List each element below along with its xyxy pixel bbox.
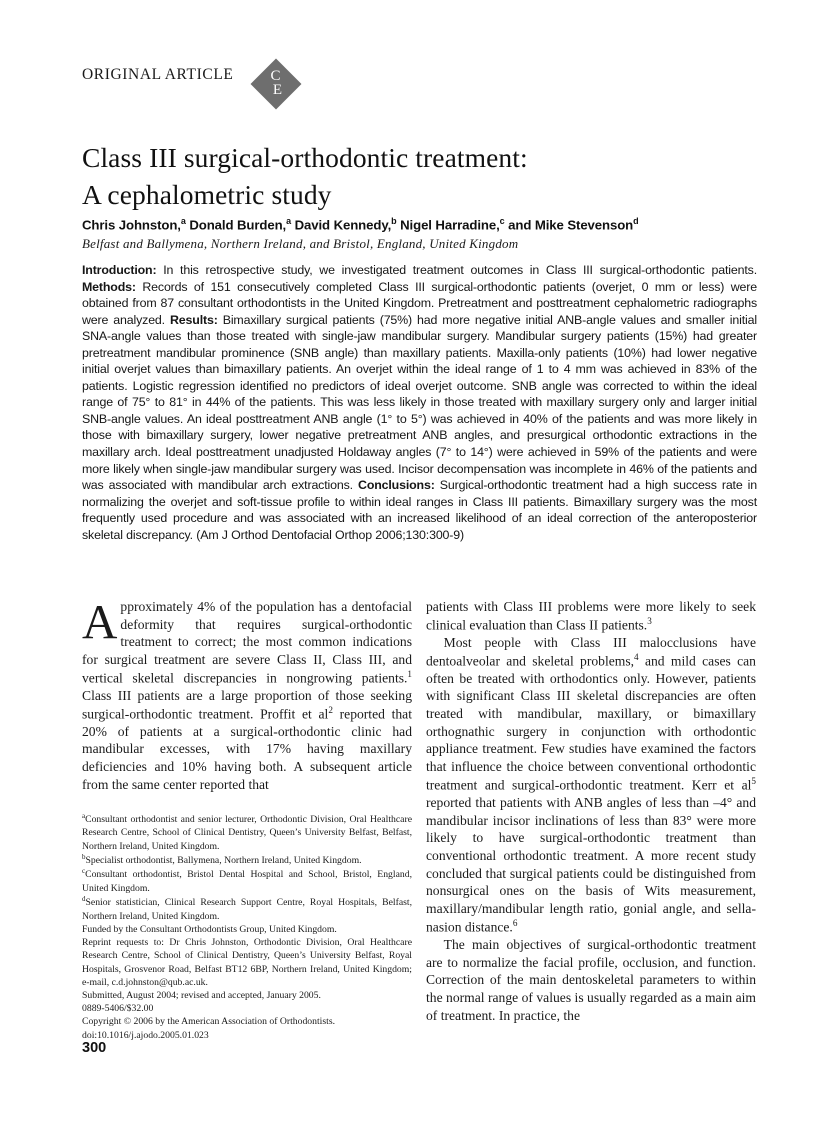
footnote-block (82, 812, 412, 1042)
paragraph (82, 594, 412, 793)
footnote-doi: doi:10.1016/j.ajodo.2005.01.023 (82, 1029, 209, 1041)
reference-marker: 2 (328, 704, 333, 715)
reference-marker: 4 (634, 651, 639, 662)
paragraph-text: patients with Class III problems were more likely to seek clinical evaluation than Class II patients. (426, 599, 756, 633)
title-line-1: Class III surgical-orthodontic treatment: (82, 142, 528, 174)
paragraph-text: Class III patients are a large proportion of those seeking surgical-orthodontic treatment. Proffit et al (82, 687, 412, 722)
footnote-issn: 0889-5406/$32.00 (82, 1003, 154, 1015)
footnote-text: Senior statistician, Clinical Research Support Centre, Royal Hospitals, Belfast, Northern Ireland, United Kingdom. (82, 897, 412, 922)
body-column-left (82, 594, 412, 793)
footnote-affiliation-d (82, 895, 412, 923)
footnote-text: Consultant orthodontist, Bristol Dental Hospital and School, Bristol, England, United Kingdom. (82, 869, 412, 894)
reference-marker: 1 (407, 668, 412, 679)
paragraph-text: reported that 20% of patients at a surgical-orthodontic clinic had mandibular excesses, with 17% having maxillary deficiencies and 10% having both. A subsequent article from the same center reported that (82, 706, 412, 792)
author-locations: Belfast and Ballymena, Northern Ireland, and Bristol, England, United Kingdom (82, 236, 519, 251)
footnote-copyright: Copyright © 2006 by the American Association of Orthodontists. (82, 1016, 336, 1028)
author-affiliation-marker: a (180, 216, 186, 226)
footnote-affiliation-a (82, 812, 412, 853)
footnote-marker: a (82, 812, 86, 820)
footnote-text: Specialist orthodontist, Ballymena, Northern Ireland, United Kingdom. (85, 855, 362, 867)
paragraph (426, 598, 756, 634)
author-affiliation-marker: b (391, 216, 397, 226)
footnote-affiliation-b (82, 853, 412, 867)
footnote-funding: Funded by the Consultant Orthodontists Group, United Kingdom. (82, 923, 337, 935)
footnote-marker: c (82, 867, 86, 876)
author-name: Chris Johnston, (82, 217, 181, 233)
ce-badge-letter-c: C (270, 68, 281, 85)
page-number: 300 (82, 1040, 107, 1056)
author-affiliation-marker: c (499, 216, 505, 226)
abstract-text-results: Bimaxillary surgical patients (75%) had more negative initial ANB-angle values and smaller initial SNA-angle values than those treated with single-jaw mandibular surgery. Mandibular surgery patients (15%) had greater pretreatment mandibular prominence (SNB angle) than maxillary patients. Maxilla-only patients (10%) had lower negative initial overjet values than bimaxillary patients. An overjet within the ideal range of 1 to 4 mm was achieved in 83% of the patients. Logistic regression identified no predictors of ideal overjet outcome. SNB angle was corrected to within the ideal range of 75° to 81° in 44% of the patients. This was less likely in those treated with maxillary surgery only and larger initial SNB-angle values. An ideal posttreatment ANB angle (1° to 5°) was achieved in 40% of the patients and was more likely in those with bimaxillary surgery, lower negative pretreatment ANB angles, and presurgical orthodontic extractions in the maxillary arch. Ideal posttreatment unadjusted Holdaway angles (7° to 14°) were achieved in 59% of the patients and were more likely when single-jaw mandibular surgery was used. Incisor decompensation was incomplete in 46% of the patients and was associated with mandibular arch extractions. (82, 312, 757, 493)
page-title (82, 140, 722, 213)
author-affiliation-marker: d (633, 216, 639, 226)
abstract-label-methods: Methods: (82, 279, 136, 294)
reference-marker: 5 (751, 775, 756, 786)
footnote-text: Consultant orthodontist and senior lecturer, Orthodontic Division, Oral Healthcare Research Centre, School of Clinical Dentistry, Queen’s University Belfast, Belfast, Northern Ireland, United Kingdom. (82, 814, 412, 852)
paragraph-text: reported that patients with ANB angles of less than –4° and mandibular incisor inclinations of less than 83° were more likely to have surgical-orthodontic treatment than conventional orthodontic treatment. A more recent study concluded that surgical patients could be distinguished from nonsurgical ones on the basis of Wits measurement, maxillary/mandibular length ratio, gonial angle, and sella-nasion distance. (426, 794, 756, 935)
abstract-label-introduction: Introduction: (82, 263, 157, 277)
paragraph-text: Most people with Class III malocclusions have dentoalveolar and skeletal problems, (426, 634, 756, 669)
reference-marker: 3 (647, 615, 652, 626)
article-header (82, 58, 722, 114)
author-list (82, 216, 742, 232)
drop-cap: A (82, 594, 118, 649)
abstract-label-conclusions: Conclusions: (358, 478, 435, 493)
reference-marker: 6 (512, 917, 518, 928)
ce-badge-letter-e: E (272, 82, 283, 98)
abstract-text-conclusions: Surgical-orthodontic treatment had a high success rate in normalizing the overjet and soft-tissue profile to within ideal ranges in Class III patients. Bimaxillary surgery was the most frequently used procedure and was associated with an increased likelihood of an ideal correction of the anteroposterior skeletal discrepancy. (Am J Orthod Dentofacial Orthop 2006;130:300-9) (82, 478, 758, 542)
footnote-submitted-dates: Submitted, August 2004; revised and accepted, January 2005. (82, 989, 321, 1001)
ce-credit-badge-icon (250, 58, 302, 110)
abstract-block (82, 262, 757, 543)
author-name: and Mike Stevenson (504, 217, 634, 233)
footnote-affiliation-c (82, 867, 412, 895)
footnote-marker: b (82, 852, 86, 861)
title-line-2: A cephalometric study (82, 178, 332, 210)
article-type-label: ORIGINAL ARTICLE (82, 66, 234, 83)
footnote-marker: d (82, 895, 86, 904)
author-affiliation-marker: a (286, 216, 292, 226)
paragraph (426, 936, 756, 1024)
author-name: Donald Burden, (185, 217, 287, 233)
footnote-reprint-requests: Reprint requests to: Dr Chris Johnston, Orthodontic Division, Oral Healthcare Research Centre, School of Clinical Dentistry, Queen’s University Belfast, Royal Hospitals, Grosvenor Road, Belfast BT12 6BP, Northern Ireland, United Kingdom; e-mail, c.d.johnston@qub.ac.uk. (82, 937, 412, 988)
paragraph-text: and mild cases can often be treated with orthodontics only. However, patients with significant Class III skeletal discrepancies are often treated with mandibular, maxillary, or bimaxillary orthognathic surgery in conjunction with orthodontic appliance treatment. Few studies have examined the factors that influence the choice between conventional orthodontic treatment and surgical-orthodontic treatment. Kerr et al (426, 653, 756, 793)
paragraph (426, 634, 756, 936)
paragraph-text: The main objectives of surgical-orthodontic treatment are to normalize the facial profile, occlusion, and function. Correction of the main dentoskeletal parameters to within the normal range of values is usually regarded as a main aim of treatment. In practice, the (426, 936, 756, 1023)
ce-badge-letters (250, 58, 302, 110)
body-column-right (426, 598, 756, 1024)
abstract-text-methods: Records of 151 consecutively completed Class III surgical-orthodontic patients (overjet, 0 mm or less) were obtained from 87 consultant orthodontists in the United Kingdom. Pretreatment and posttreatment cephalometric radiographs were analyzed. (82, 279, 757, 327)
abstract-label-results: Results: (170, 312, 218, 327)
abstract-text-introduction: In this retrospective study, we investigated treatment outcomes in Class III surgical-orthodontic patients. (156, 263, 757, 277)
author-name: Nigel Harradine, (396, 217, 500, 233)
paragraph-text: pproximately 4% of the population has a dentofacial deformity that requires surgical-orthodontic treatment to correct; the most common indications for surgical treatment are severe Class II, Class III, and vertical skeletal discrepancies in nongrowing patients. (82, 599, 412, 686)
author-name: David Kennedy, (291, 217, 392, 233)
